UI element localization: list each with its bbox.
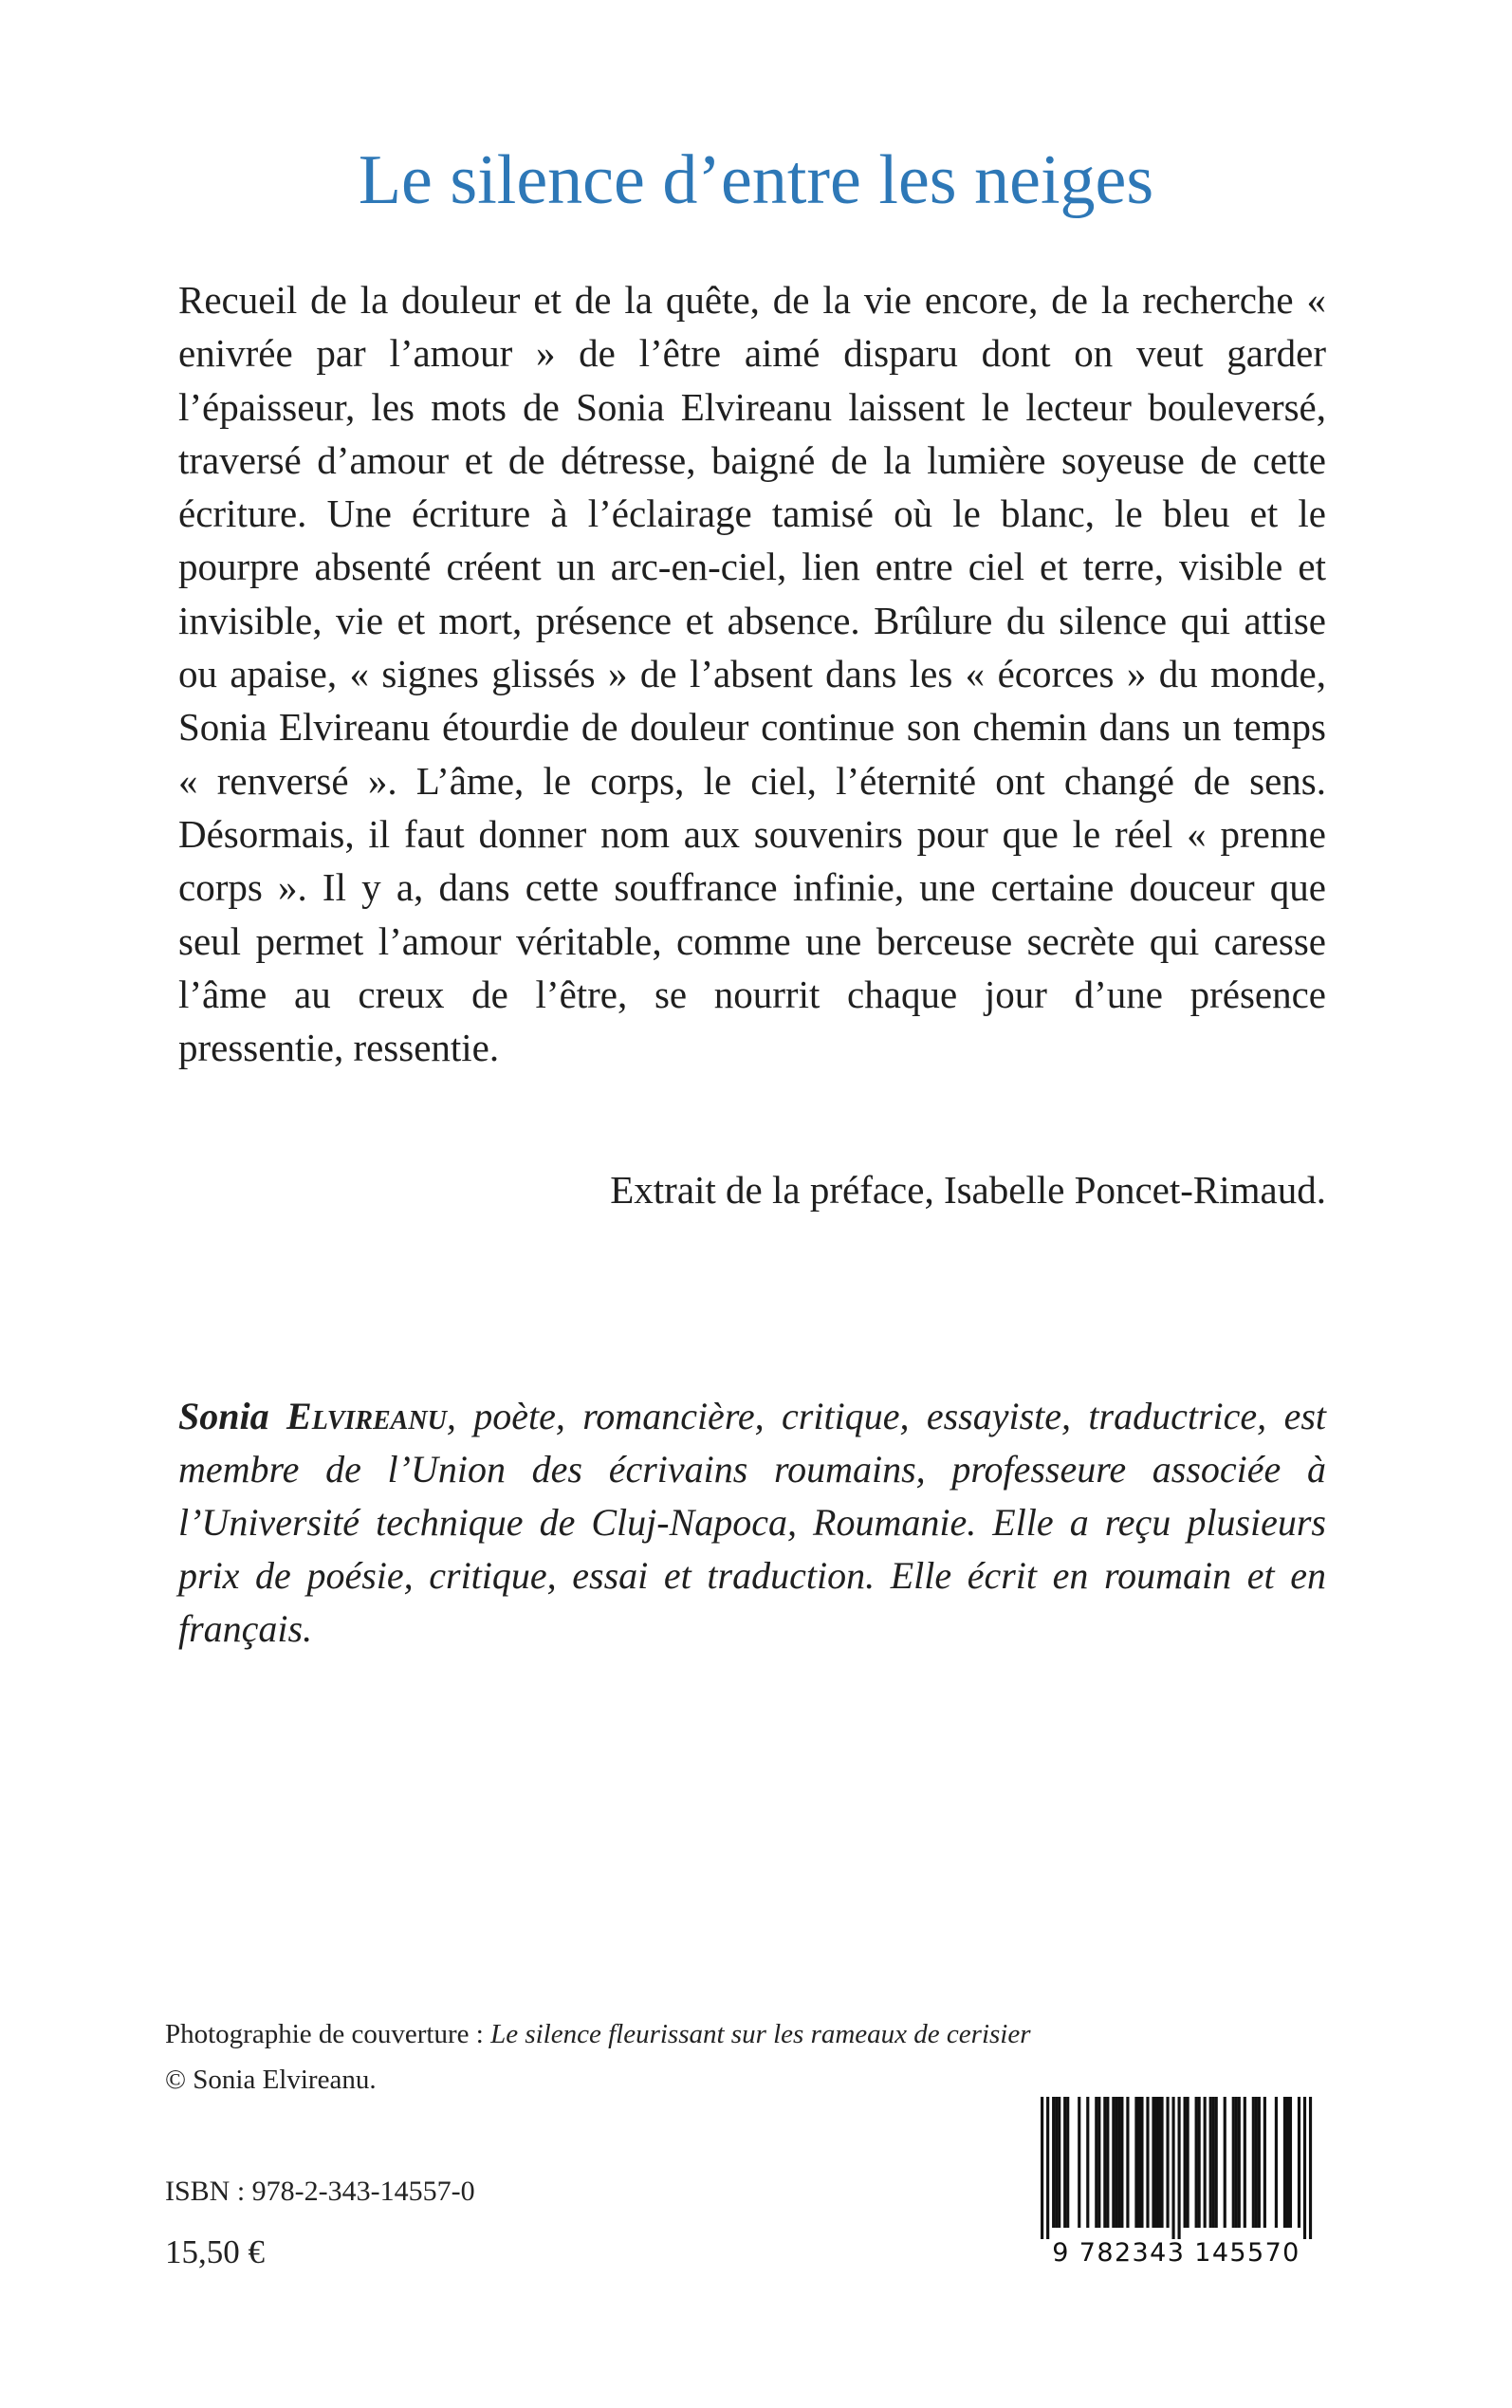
barcode-bars [1029, 2097, 1323, 2239]
barcode-bar [1078, 2097, 1080, 2228]
barcode-bar [1103, 2097, 1106, 2228]
barcode-bar [1204, 2097, 1207, 2228]
barcode-bar [1244, 2097, 1246, 2228]
photo-credit-title: Le silence fleurissant sur les rameaux de cerisier [490, 2019, 1031, 2049]
isbn: ISBN : 978-2-343-14557-0 [165, 2176, 475, 2207]
barcode-bar [1283, 2097, 1286, 2228]
barcode-bar [1224, 2097, 1226, 2228]
barcode-bar [1275, 2097, 1278, 2228]
barcode-bar [1298, 2097, 1300, 2228]
barcode-digits: 9 782343 145570 [1052, 2238, 1300, 2268]
barcode-bar [1187, 2097, 1189, 2228]
barcode-bar [1286, 2097, 1289, 2228]
barcode-bar [1066, 2097, 1069, 2228]
barcode-bar [1171, 2097, 1174, 2239]
barcode-bar [1252, 2097, 1255, 2228]
preface-signature: Extrait de la préface, Isabelle Poncet-Rimaud. [610, 1168, 1326, 1212]
book-title: Le silence d’entre les neiges [358, 141, 1154, 219]
barcode-bar [1198, 2097, 1201, 2228]
photo-credit-copyright: © Sonia Elvireanu. [165, 2065, 377, 2095]
barcode-bar [1055, 2097, 1058, 2228]
barcode-bar [1166, 2097, 1169, 2228]
barcode-bar [1184, 2097, 1187, 2228]
barcode-bar [1137, 2097, 1140, 2228]
barcode-bar [1112, 2097, 1115, 2228]
barcode-bar [1160, 2097, 1163, 2228]
author-bio-text: , poète, romancière, critique, essayiste, traductrice, est membre de l’Union des écrivains roumains, professeure associée à l’Université technique de Cluj-Napoca, Roumanie. Elle a reçu plusieurs prix de poésie, critique, essai et traduction. Elle écrit en roumain et en français. [178, 1395, 1326, 1650]
barcode-bar [1178, 2097, 1181, 2239]
author-last-name: Elvireanu [286, 1395, 447, 1437]
barcode-bar [1263, 2097, 1266, 2228]
barcode-bar [1232, 2097, 1235, 2228]
barcode-bar [1086, 2097, 1089, 2228]
barcode-bar [1120, 2097, 1123, 2228]
barcode-bar [1115, 2097, 1117, 2228]
barcode-bar [1157, 2097, 1160, 2228]
price: 15,50 € [165, 2233, 265, 2270]
barcode-bar [1095, 2097, 1097, 2228]
author-bio [178, 1390, 1326, 1656]
barcode-bar [1215, 2097, 1218, 2228]
barcode-bar [1058, 2097, 1060, 2228]
barcode-bar [1117, 2097, 1120, 2228]
barcode-bar [1106, 2097, 1109, 2228]
author-first-name: Sonia [178, 1395, 269, 1437]
barcode-bar [1126, 2097, 1129, 2228]
barcode-bar [1154, 2097, 1157, 2228]
barcode-bar [1212, 2097, 1215, 2228]
barcode-bar [1309, 2097, 1312, 2239]
barcode-bar [1238, 2097, 1241, 2228]
barcode-bar [1258, 2097, 1261, 2228]
barcode-bar [1041, 2097, 1043, 2239]
photo-credit-label: Photographie de couverture : [165, 2019, 491, 2049]
barcode [1029, 2097, 1323, 2268]
barcode-bar [1152, 2097, 1154, 2228]
photo-credit [165, 2011, 1031, 2102]
barcode-bar [1063, 2097, 1066, 2228]
barcode-bar [1146, 2097, 1149, 2228]
barcode-bar [1195, 2097, 1198, 2228]
barcode-bar [1097, 2097, 1100, 2228]
barcode-bar [1209, 2097, 1212, 2228]
barcode-bar [1235, 2097, 1238, 2228]
barcode-bar [1052, 2097, 1055, 2228]
barcode-bar [1289, 2097, 1292, 2228]
barcode-bar [1303, 2097, 1306, 2239]
barcode-bar [1140, 2097, 1143, 2228]
barcode-bar [1046, 2097, 1049, 2239]
barcode-bar [1134, 2097, 1137, 2228]
blurb-paragraph: Recueil de la douleur et de la quête, de la vie encore, de la recherche « enivrée par l’amour » de l’être aimé disparu dont on veut garder l’épaisseur, les mots de Sonia Elvireanu laissent le lecteur bouleversé, traversé d’amour et de détresse, baigné de la lumière soyeuse de cette écriture. Une écriture à l’éclairage tamisé où le blanc, le bleu et le pourpre absenté créent un arc-en-ciel, lien entre ciel et terre, visible et invisible, vie et mort, présence et absence. Brûlure du silence qui attise ou apaise, « signes glissés » de l’absent dans les « écorces » du monde, Sonia Elvireanu étourdie de douleur continue son chemin dans un temps « renversé ». L’âme, le corps, le ciel, l’éternité ont changé de sens. Désormais, il faut donner nom aux souvenirs pour que le réel « prenne corps ». Il y a, dans cette souffrance infinie, une certaine douceur que seul permet l’amour véritable, comme une berceuse secrète qui caresse l’âme au creux de l’être, se nourrit chaque jour d’une présence pressentie, ressentie. [178, 278, 1326, 1070]
barcode-background [1029, 2097, 1323, 2239]
barcode-bar [1255, 2097, 1258, 2228]
